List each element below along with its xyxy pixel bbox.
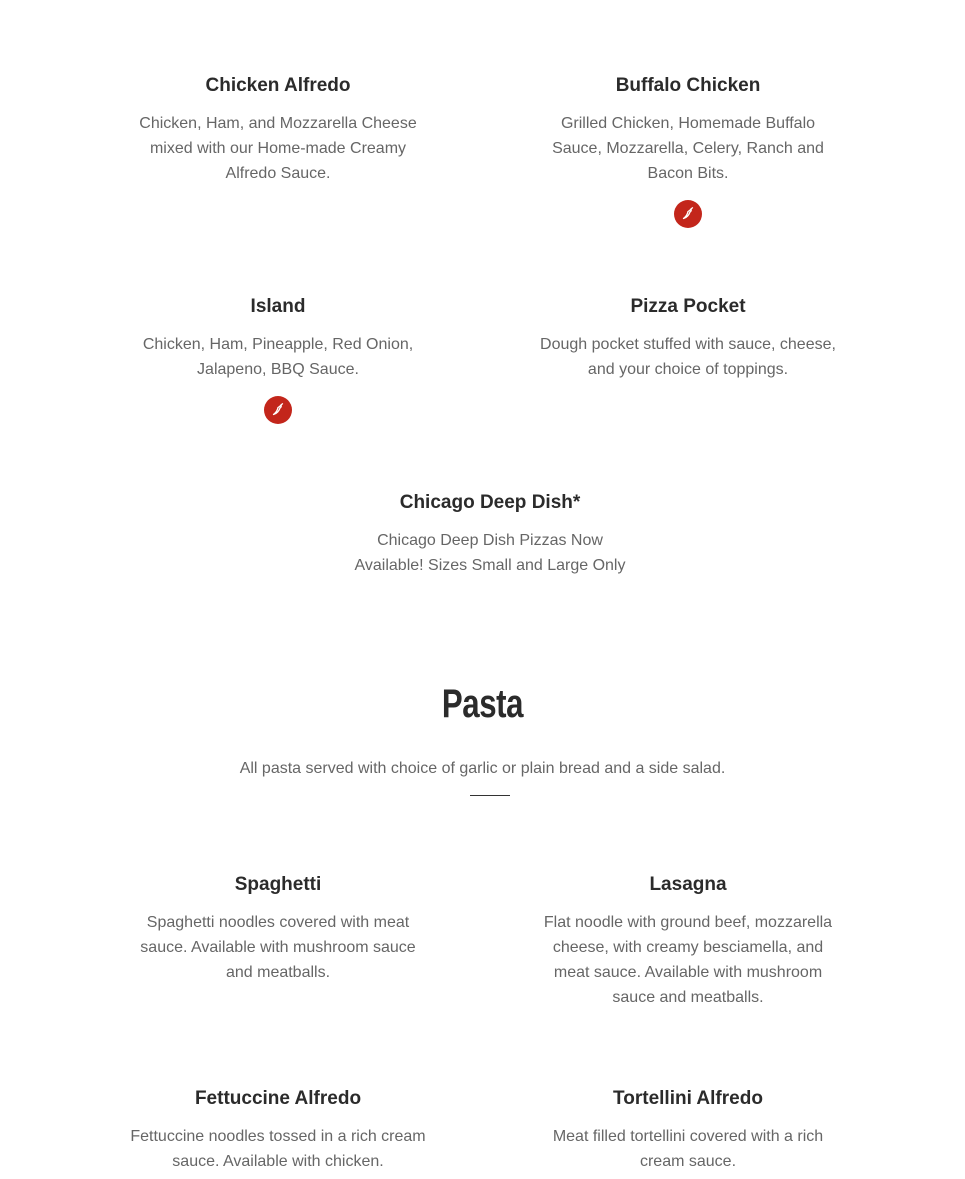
menu-item-title: Lasagna bbox=[649, 874, 727, 895]
menu-item-description: Chicken, Ham, and Mozzarella Cheese mixed with our Home-made Creamy Alfredo Sauce. bbox=[139, 115, 417, 182]
menu-item-description: Chicago Deep Dish Pizzas Now Available! Sizes Small and Large Only bbox=[354, 532, 626, 574]
menu-item-chicago-deep-dish bbox=[340, 492, 640, 578]
menu-item-lasagna bbox=[538, 874, 838, 1010]
chili-pepper-icon bbox=[264, 396, 292, 424]
menu-item-title: Pizza Pocket bbox=[630, 296, 746, 317]
section-subtitle: All pasta served with choice of garlic or plain bread and a side salad. bbox=[239, 760, 726, 777]
menu-item-chicken-alfredo bbox=[128, 75, 428, 186]
menu-item-tortellini-alfredo bbox=[538, 1088, 838, 1174]
menu-item-spaghetti bbox=[128, 874, 428, 985]
chili-pepper-icon bbox=[674, 200, 702, 228]
menu-item-description: Meat filled tortellini covered with a rich cream sauce. bbox=[552, 1128, 824, 1170]
menu-item-island bbox=[128, 296, 428, 424]
menu-item-pizza-pocket bbox=[528, 296, 848, 382]
menu-item-description: Spaghetti noodles covered with meat sauce. Available with mushroom sauce and meatballs. bbox=[140, 914, 416, 981]
section-divider bbox=[470, 795, 510, 796]
menu-item-description: Dough pocket stuffed with sauce, cheese, and your choice of toppings. bbox=[540, 336, 836, 378]
menu-item-title: Buffalo Chicken bbox=[615, 75, 761, 96]
menu-item-title: Tortellini Alfredo bbox=[613, 1088, 763, 1109]
menu-item-description: Fettuccine noodles tossed in a rich cream sauce. Available with chicken. bbox=[130, 1128, 426, 1170]
menu-item-title: Fettuccine Alfredo bbox=[194, 1088, 362, 1109]
menu-item-buffalo-chicken bbox=[538, 75, 838, 228]
menu-item-fettuccine-alfredo bbox=[118, 1088, 438, 1174]
menu-item-title: Island bbox=[250, 296, 306, 317]
menu-item-description: Flat noodle with ground beef, mozzarella cheese, with creamy besciamella, and meat sauce. Available with mushroom sauce and meatballs. bbox=[543, 914, 833, 1006]
section-title: Pasta bbox=[441, 682, 524, 726]
menu-item-description: Grilled Chicken, Homemade Buffalo Sauce, Mozzarella, Celery, Ranch and Bacon Bits. bbox=[552, 115, 824, 182]
menu-item-description: Chicken, Ham, Pineapple, Red Onion, Jalapeno, BBQ Sauce. bbox=[142, 336, 414, 378]
menu-item-title: Chicago Deep Dish* bbox=[399, 492, 581, 513]
menu-item-title: Spaghetti bbox=[234, 874, 322, 895]
menu-item-title: Chicken Alfredo bbox=[205, 75, 351, 96]
